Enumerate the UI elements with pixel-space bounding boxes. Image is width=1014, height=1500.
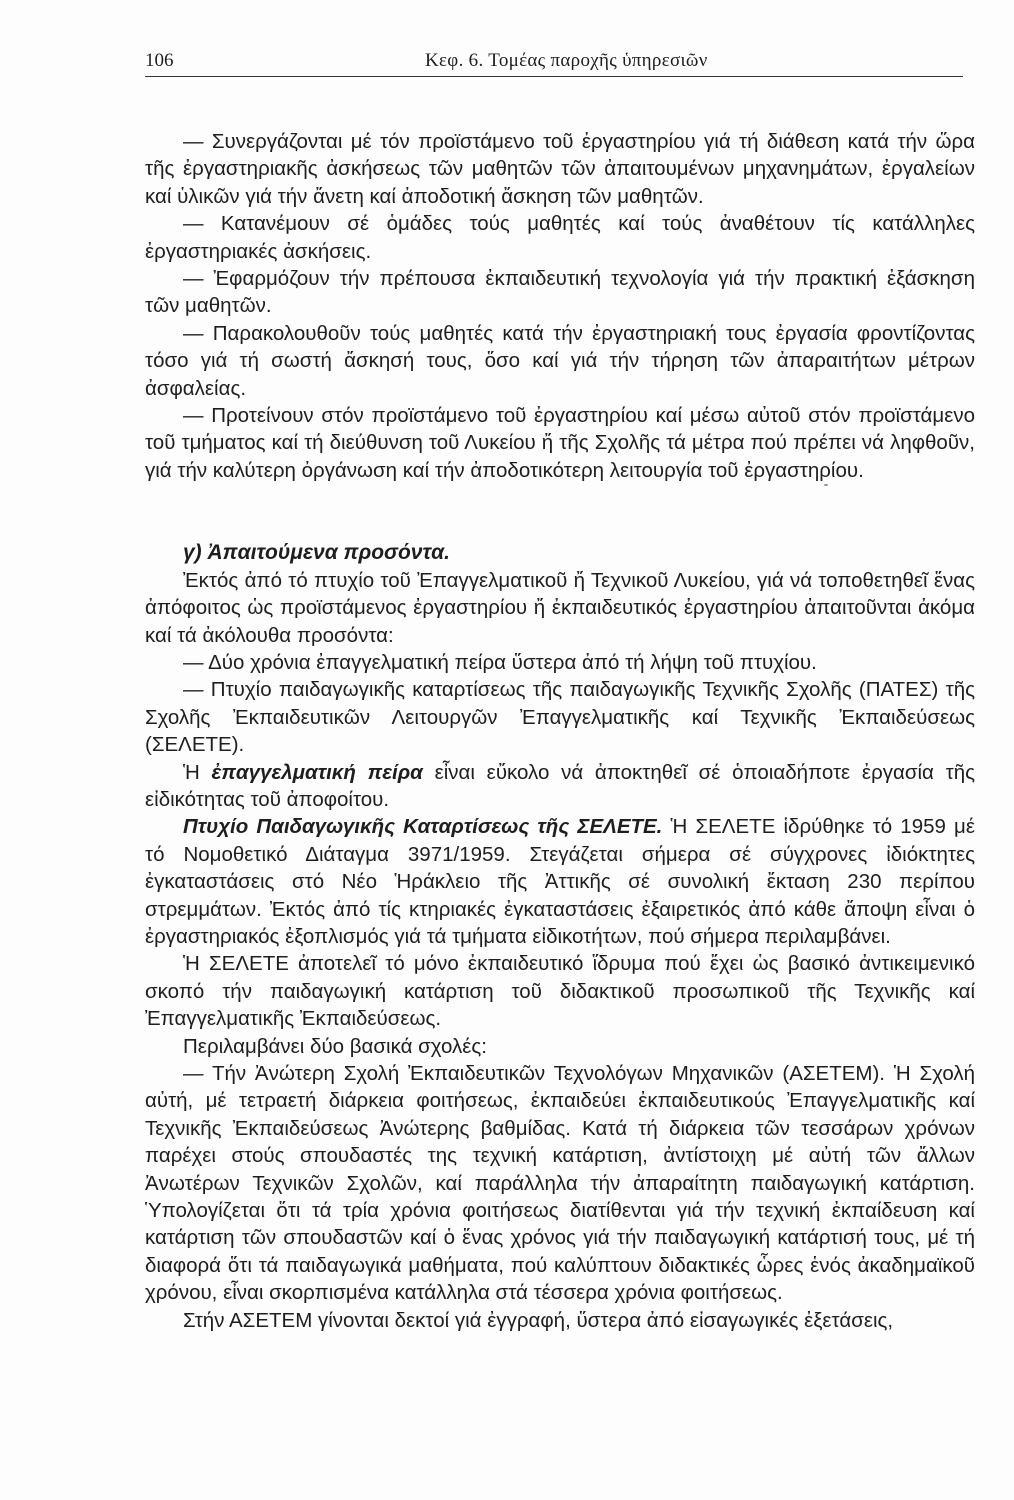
diploma-rest: Ἡ ΣΕΛΕΤΕ ἱδρύθηκε τό 1959 μέ τό Νομοθετικό Διάταγμα 3971/1959. Στεγάζεται σήμερα σέ σύγχρονες ἰδιόκτητες ἐγκαταστάσεις στό Νέο Ἡράκλειο τῆς Ἀττικῆς σέ συνολική ἔκταση 230 περίπου στρεμμάτων. Ἐκτός ἀπό τίς κτηριακές ἐγκαταστάσεις ἐξαιρετικός ἀπό κάθε ἄποψη εἶναι ὁ ἐργαστηριακός ἐξοπλισμός γιά τά τμήματα εἰδικοτήτων, πού σήμερα περιλαμβάνει. xyxy=(145,815,975,948)
scan-speck xyxy=(824,484,828,486)
section-heading: γ) Ἀπαιτούμενα προσόντα. xyxy=(183,541,450,565)
paragraph-duty-1: — Συνεργάζονται μέ τόν προϊστάμενο τοῦ ἐργαστηρίου γιά τή διάθεση κατά τήν ὥρα τῆς ἐργαστηριακῆς ἀσκήσεως τῶν μαθητῶν τῶν ἀπαιτουμένων μηχανημάτων, ἐργαλείων καί ὑλικῶν γιά τήν ἄνετη καί ἀποδοτική ἄσκηση τῶν μαθητῶν. xyxy=(145,130,975,208)
paragraph-asetem-admission: Στήν ΑΣΕΤΕΜ γίνονται δεκτοί γιά ἐγγραφή, ὕστερα ἀπό εἰσαγωγικές ἐξετάσεις, xyxy=(183,1308,894,1332)
paragraph-duty-2: — Κατανέμουν σέ ὁμάδες τούς μαθητές καί τούς ἀναθέτουν τίς κατάλληλες ἐργαστηριακές ἀσκήσεις. xyxy=(145,212,975,263)
paragraph-selete-diploma xyxy=(145,813,975,950)
paragraph-requirements: Ἐκτός ἀπό τό πτυχίο τοῦ Ἐπαγγελματικοῦ ἤ Τεχνικοῦ Λυκείου, γιά νά τοποθετηθεῖ ἕνας ἀπόφοιτος ὡς προϊστάμενος ἐργαστηρίου ἤ ἐκπαιδευτικός ἐργαστηρίου ἀπαιτοῦνται ἀκόμα καί τά ἀκόλουθα προσόντα: xyxy=(145,568,975,647)
experience-lead: Ἡ xyxy=(183,760,212,784)
running-head xyxy=(145,50,963,77)
chapter-title: Κεφ. 6. Τομέας παροχῆς ὑπηρεσιῶν xyxy=(425,50,708,71)
diploma-emphasis: Πτυχίο Παιδαγωγικῆς Καταρτίσεως τῆς ΣΕΛΕΤΕ. xyxy=(183,815,663,839)
paragraph-requirement-diploma: — Πτυχίο παιδαγωγικῆς καταρτίσεως τῆς παιδαγωγικῆς Τεχνικῆς Σχολῆς (ΠΑΤΕΣ) τῆς Σχολῆς Ἐκπαιδευτικῶν Λειτουργῶν Ἐπαγγελματικῆς καί Τεχνικῆς Ἐκπαιδεύσεως (ΣΕΛΕΤΕ). xyxy=(145,678,975,757)
body-text xyxy=(145,128,975,1334)
paragraph-duty-5: — Προτείνουν στόν προϊστάμενο τοῦ ἐργαστηρίου καί μέσω αὐτοῦ στόν προϊστάμενο τοῦ τμήματος καί τή διεύθυνση τοῦ Λυκείου ἤ τῆς Σχολῆς τά μέτρα πού πρέπει νά ληφθοῦν, γιά τήν καλύτερη ὀργάνωση καί τήν ἀποδοτικότερη λειτουργία τοῦ ἐργαστηρίου. xyxy=(145,404,975,482)
paragraph-requirement-experience: — Δύο χρόνια ἐπαγγελματική πείρα ὕστερα ἀπό τή λήψη τοῦ πτυχίου. xyxy=(183,650,817,674)
paragraph-experience xyxy=(145,759,975,814)
experience-emphasis: ἐπαγγελματική πείρα xyxy=(211,760,423,784)
experience-rest: εἶναι εὔκολο νά ἀποκτηθεῖ σέ ὁποιαδήποτε ἐργασία τῆς εἰδικότητας τοῦ ἀποφοίτου. xyxy=(145,760,975,811)
page-number: 106 xyxy=(145,50,174,71)
paragraph-duty-3: — Ἐφαρμόζουν τήν πρέπουσα ἐκπαιδευτική τεχνολογία γιά τήν πρακτική ἐξάσκηση τῶν μαθητῶν. xyxy=(145,267,975,318)
paragraph-duty-4: — Παρακολουθοῦν τούς μαθητές κατά τήν ἐργαστηριακή τους ἐργασία φροντίζοντας τόσο γιά τή σωστή ἄσκησή τους, ὅσο καί γιά τήν τήρηση τῶν ἀπαραιτήτων μέτρων ἀσφαλείας. xyxy=(145,321,975,400)
paragraph-schools-intro: Περιλαμβάνει δύο βασικά σχολές: xyxy=(183,1034,487,1058)
paragraph-selete-purpose: Ἡ ΣΕΛΕΤΕ ἀποτελεῖ τό μόνο ἐκπαιδευτικό ἵδρυμα πού ἔχει ὡς βασικό ἀντικειμενικό σκοπό τήν παιδαγωγική κατάρτιση τοῦ διδακτικοῦ προσωπικοῦ τῆς Τεχνικῆς καί Ἐπαγγελματικῆς Ἐκπαιδεύσεως. xyxy=(145,952,975,1031)
section-gap xyxy=(145,484,975,539)
paragraph-asetem: — Τήν Ἀνώτερη Σχολή Ἐκπαιδευτικῶν Τεχνολόγων Μηχανικῶν (ΑΣΕΤΕΜ). Ἡ Σχολή αὐτή, μέ τετραετή διάρκεια φοιτήσεως, ἐκπαιδεύει ἐκπαιδευτικούς Ἐπαγγελματικῆς καί Τεχνικῆς Ἐκπαιδεύσεως Ἀνώτερης βαθμίδας. Κατά τή διάρκεια τῶν τεσσάρων χρόνων παρέχει στούς σπουδαστές της τεχνική κατάρτιση, ἀντίστοιχη μέ αὐτή τῶν ἄλλων Ἀνωτέρων Τεχνικῶν Σχολῶν, καί παράλληλα τήν ἀπαραίτητη παιδαγωγική κατάρτιση. Ὑπολογίζεται ὅτι τά τρία χρόνια φοιτήσεως διατίθενται γιά τήν τεχνική ἐκπαίδευση καί κατάρτιση τῶν σπουδαστῶν καί ὁ ἕνας χρόνος γιά τήν παιδαγωγική κατάρτισή τους, μέ τή διαφορά ὅτι τά παιδαγωγικά μαθήματα, πού καλύπτουν διδακτικές ὧρες ἑνός ἀκαδημαϊκοῦ χρόνου, εἶναι σκορπισμένα κατάλληλα στά τέσσερα χρόνια φοιτήσεως. xyxy=(145,1062,975,1305)
